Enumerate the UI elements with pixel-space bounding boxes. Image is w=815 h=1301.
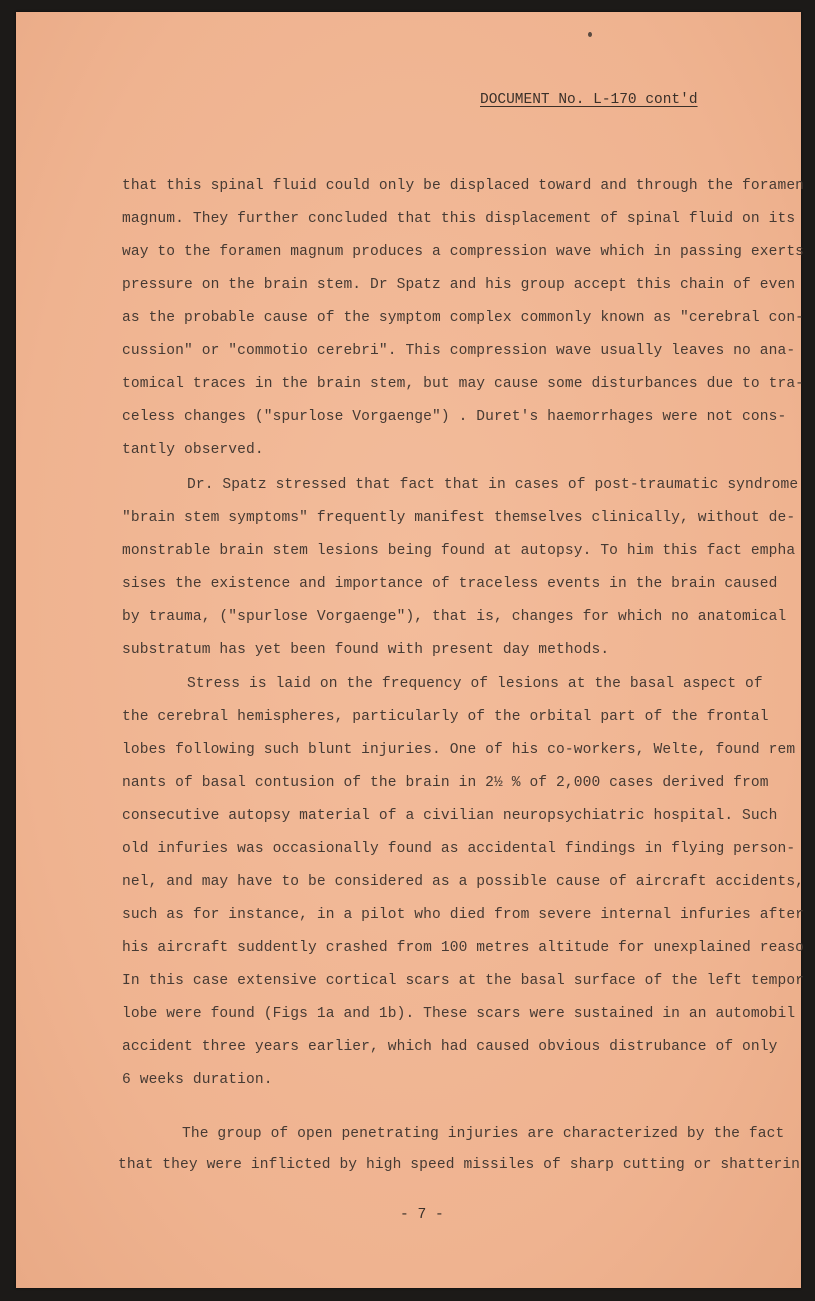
text-line: magnum. They further concluded that this displacement of spinal fluid on its: [122, 211, 796, 227]
text-line: sises the existence and importance of traceless events in the brain caused: [122, 576, 778, 592]
text-line: old infuries was occasionally found as accidental findings in flying person-: [122, 841, 796, 857]
paper-speck: [588, 32, 592, 37]
text-line: consecutive autopsy material of a civilian neuropsychiatric hospital. Such: [122, 808, 778, 824]
text-line: tantly observed.: [122, 442, 264, 458]
text-line: 6 weeks duration.: [122, 1072, 273, 1088]
text-line: "brain stem symptoms" frequently manifest themselves clinically, without de-: [122, 510, 796, 526]
text-line: accident three years earlier, which had caused obvious distrubance of only: [122, 1039, 778, 1055]
text-line: cussion" or "commotio cerebri". This compression wave usually leaves no ana-: [122, 343, 796, 359]
text-line: by trauma, ("spurlose Vorgaenge"), that is, changes for which no anatomical: [122, 609, 787, 625]
document-header: DOCUMENT No. L-170 cont'd: [480, 92, 698, 108]
text-line: celess changes ("spurlose Vorgaenge") . Duret's haemorrhages were not cons-: [122, 409, 787, 425]
text-line: the cerebral hemispheres, particularly of the orbital part of the frontal: [122, 709, 769, 725]
text-line: nants of basal contusion of the brain in 2½ % of 2,000 cases derived from: [122, 775, 769, 791]
text-line: substratum has yet been found with present day methods.: [122, 642, 610, 658]
text-line: such as for instance, in a pilot who died from severe internal infuries after: [122, 907, 805, 923]
text-line: lobe were found (Figs 1a and 1b). These scars were sustained in an automobil: [122, 1006, 796, 1022]
text-line: lobes following such blunt injuries. One of his co-workers, Welte, found rem: [122, 742, 796, 758]
text-line: The group of open penetrating injuries are characterized by the fact: [182, 1126, 785, 1142]
text-line: that they were inflicted by high speed missiles of sharp cutting or shatterin: [118, 1157, 801, 1173]
text-line: Dr. Spatz stressed that fact that in cases of post-traumatic syndrome: [187, 477, 799, 493]
text-line: as the probable cause of the symptom complex commonly known as "cerebral con-: [122, 310, 805, 326]
text-line: way to the foramen magnum produces a compression wave which in passing exerts: [122, 244, 805, 260]
text-line: his aircraft suddently crashed from 100 metres altitude for unexplained reaso: [122, 940, 805, 956]
text-line: tomical traces in the brain stem, but may cause some disturbances due to tra-: [122, 376, 805, 392]
text-line: pressure on the brain stem. Dr Spatz and his group accept this chain of even: [122, 277, 796, 293]
text-line: nel, and may have to be considered as a possible cause of aircraft accidents,: [122, 874, 805, 890]
page-number: - 7 -: [400, 1207, 444, 1223]
text-line: In this case extensive cortical scars at the basal surface of the left tempor: [122, 973, 805, 989]
text-line: monstrable brain stem lesions being found at autopsy. To him this fact empha: [122, 543, 796, 559]
text-line: that this spinal fluid could only be displaced toward and through the foramen: [122, 178, 805, 194]
text-line: Stress is laid on the frequency of lesions at the basal aspect of: [187, 676, 763, 692]
